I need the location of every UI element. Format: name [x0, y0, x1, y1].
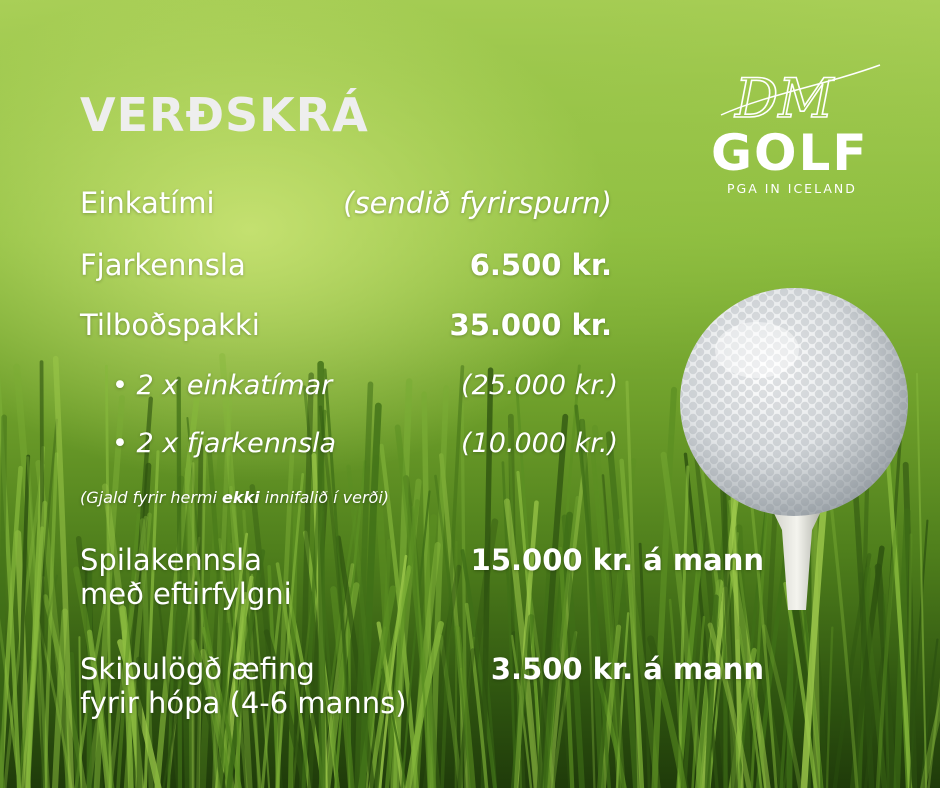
package-item-label: 2 x einkatímar: [136, 370, 333, 401]
price-label: Fjarkennsla: [80, 248, 246, 282]
price-value: (sendið fyrirspurn): [343, 186, 612, 220]
lesson-label-line2: með eftirfylgni: [80, 577, 292, 611]
price-value: 35.000 kr.: [449, 308, 612, 342]
lesson-row-spilakennsla: [80, 543, 292, 611]
logo-word: GOLF: [711, 124, 869, 182]
price-label: Tilboðspakki: [80, 308, 260, 342]
note-text: (Gjald fyrir hermi: [80, 488, 223, 507]
package-item: [112, 428, 336, 459]
logo-script: DM: [735, 67, 834, 130]
page-title: VERÐSKRÁ: [80, 88, 369, 142]
simulator-fee-note: [80, 488, 389, 507]
lesson-row-skipulogd-aefing: [80, 652, 407, 720]
lesson-label-line1: Spilakennsla: [80, 543, 263, 577]
package-item-label: 2 x fjarkennsla: [136, 428, 337, 459]
lesson-label-line2: fyrir hópa (4-6 manns): [80, 686, 407, 720]
price-row-einkatimi: [80, 186, 215, 220]
price-value: 6.500 kr.: [469, 248, 612, 282]
price-label: Einkatími: [80, 186, 215, 220]
logo-tagline: PGA IN ICELAND: [727, 181, 857, 196]
price-row-fjarkennsla: [80, 248, 246, 282]
package-item: [112, 370, 332, 401]
bullet-icon: •: [112, 428, 137, 459]
lesson-price: 3.500 kr. á mann: [490, 652, 764, 686]
package-item-price: (10.000 kr.): [461, 428, 618, 459]
price-row-tilbodspakki: [80, 308, 260, 342]
note-emphasis: ekki: [222, 488, 260, 507]
package-item-price: (25.000 kr.): [461, 370, 618, 401]
note-text: innifalið í verði): [259, 488, 390, 507]
lesson-label-line1: Skipulögð æfing: [80, 652, 315, 686]
lesson-price: 15.000 kr. á mann: [470, 543, 764, 577]
bullet-icon: •: [112, 370, 137, 401]
